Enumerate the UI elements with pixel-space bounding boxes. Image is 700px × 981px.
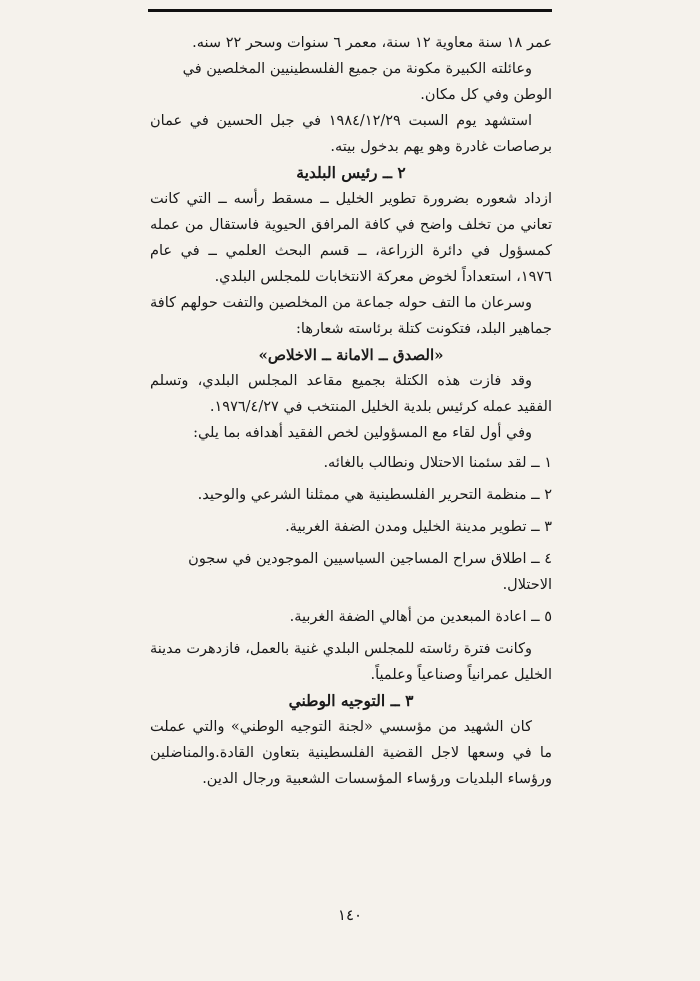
top-rule [148,9,552,12]
list-item: ٥ ــ اعادة المبعدين من أهالي الضفة الغربية. [289,609,552,625]
paragraph-bloc: وسرعان ما التف حوله جماعة من المخلصين والتفت حولهم كافة جماهير البلد، فتكونت كتلة برئاسته شعارها: [150,295,552,337]
family-line: وعائلته الكبيرة مكونة من جميع الفلسطينيين المخلصين في الوطن وفي كل مكان. [182,61,552,103]
page-number: ١٤٠ [337,906,363,924]
heading-mayor: ٢ ــ رئيس البلدية [296,163,406,182]
paragraph-tenure: وكانت فترة رئاسته للمجلس البلدي غنية بالعمل، فازدهرت مدينة الخليل عمرانياً وصناعياً وعلمياً. [150,641,552,683]
paragraph-national-guidance: كان الشهيد من مؤسسي «لجنة التوجيه الوطني» والتي عملت ما في وسعها لاجل القضية الفلسطينية بتعاون القادة.والمناضلين ورؤساء البلديات ورؤساء المؤسسات الشعبية ورجال الدين. [150,719,552,787]
paragraph-election-win: وقد فازت هذه الكتلة بجميع مقاعد المجلس البلدي، وتسلم الفقيد عمله كرئيس بلدية الخليل المنتخب في ١٩٧٦/٤/٢٧. [150,373,552,415]
paragraph-goals-intro: وفي أول لقاء مع المسؤولين لخص الفقيد أهدافه بما يلي: [193,425,532,441]
martyrdom-paragraph: استشهد يوم السبت ١٩٨٤/١٢/٢٩ في جبل الحسين في عمان برصاصات غادرة وهو يهم بدخول بيته. [150,113,552,155]
list-item: ٢ ــ منظمة التحرير الفلسطينية هي ممثلنا الشرعي والوحيد. [197,487,552,503]
goals-list [150,450,552,630]
bloc-slogan: «الصدق ــ الامانة ــ الاخلاص» [258,346,444,364]
page-body [150,30,552,792]
children-ages-line: عمر ١٨ سنة معاوية ١٢ سنة، معمر ٦ سنوات وسحر ٢٢ سنه. [192,35,552,51]
heading-national-guidance: ٣ ــ التوجيه الوطني [288,691,414,710]
list-item: ٣ ــ تطوير مدينة الخليل ومدن الضفة الغربية. [285,519,552,535]
paragraph-hebron-development: ازداد شعوره بضرورة تطوير الخليل ــ مسقط رأسه ــ التي كانت تعاني من تخلف واضح في كافة المرافق الحيوية فاستقال من عمله كمسؤول في دائرة الزراعة، ــ قسم البحث العلمي ــ في عام ١٩٧٦، استعداداً لخوض معركة الانتخابات للمجلس البلدي. [150,191,552,285]
list-item: ٤ ــ اطلاق سراح المساجين السياسيين الموجودين في سجون الاحتلال. [188,551,552,593]
list-item: ١ ــ لقد سئمنا الاحتلال ونطالب بالغائه. [323,455,552,471]
